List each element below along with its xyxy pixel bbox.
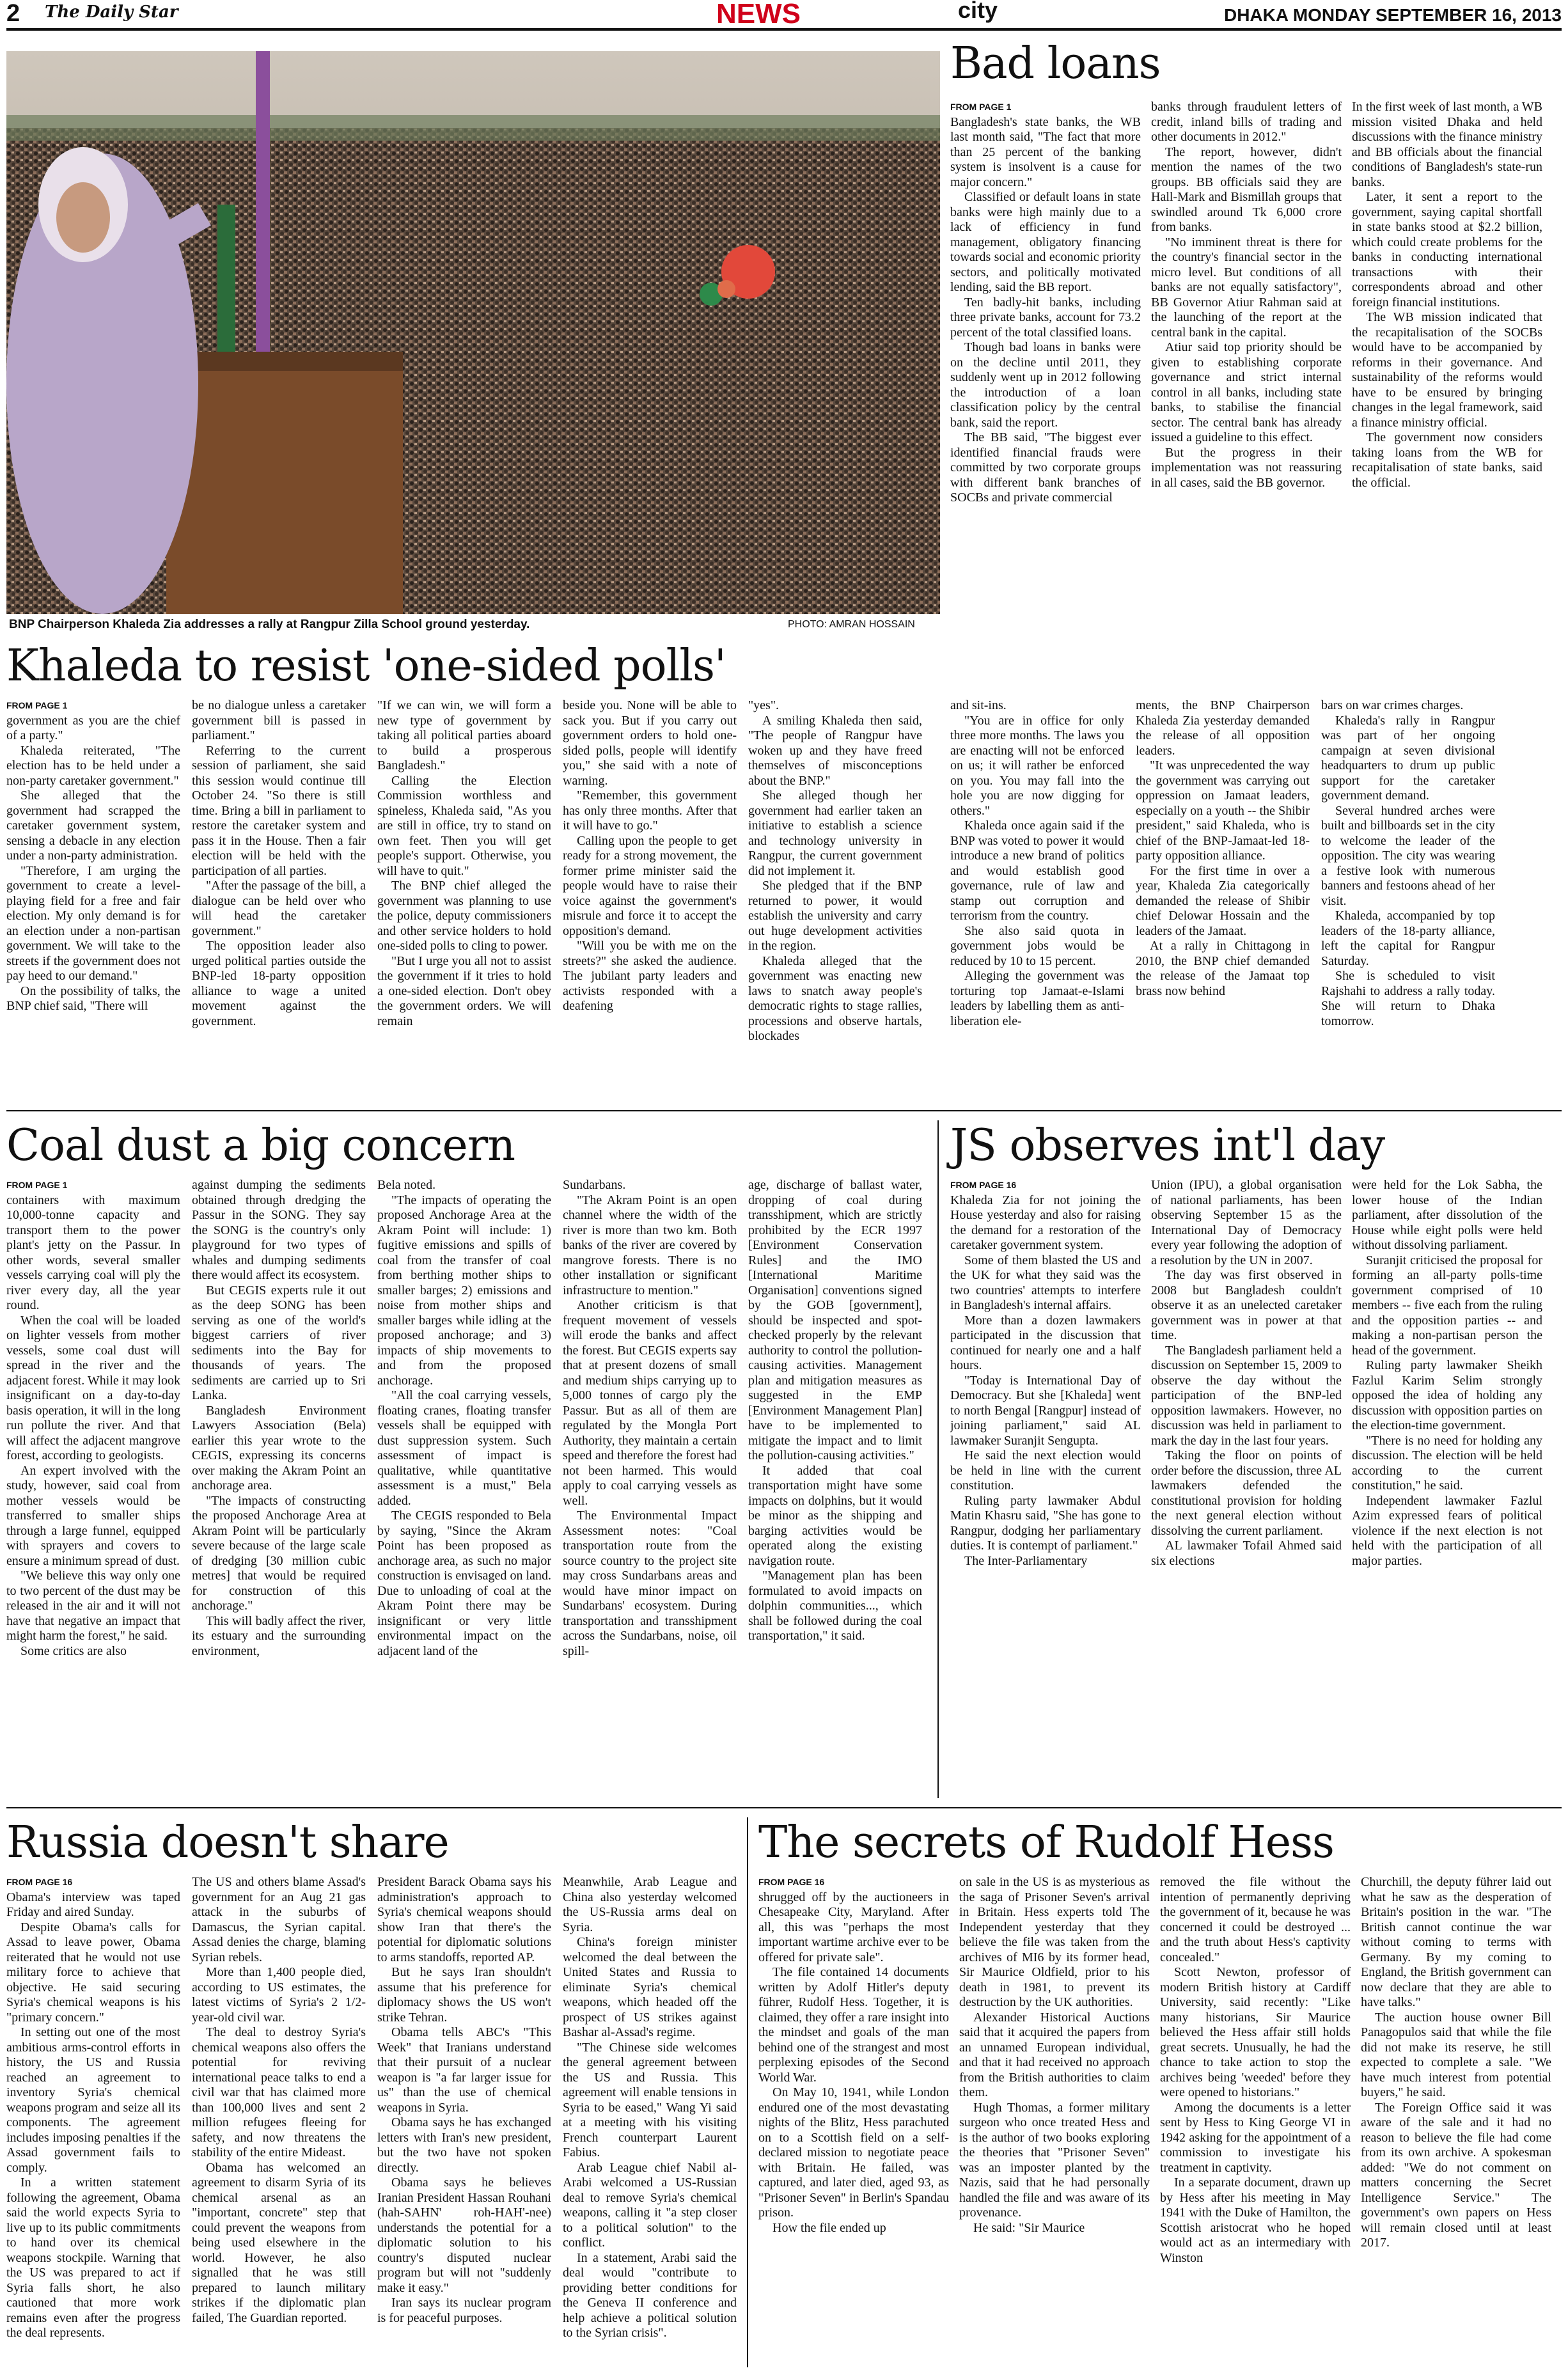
paragraph: against dumping the sediments obtained through dredging the Passur in the SONG. They say the SONG is the country's only playground for two types of whales and dumping sediments there would affect its ecosystem. <box>192 1178 366 1282</box>
paragraph: Churchill, the deputy führer laid out what he saw as the desperation of Britain's position in the war. "The British cannot continue the war without coming to terms with Germany. By my coming to England, the British government can now declare that they are able to have talks." <box>1361 1875 1551 2009</box>
paragraph: "All the coal carrying vessels, floating cranes, floating transfer vessels shall be equipped with dust suppression system. Such assessment of impact is qualitative, while quantitative assessment is a must," Bela added. <box>377 1388 551 1508</box>
paragraph: For the first time in over a year, Khaleda Zia categorically demanded the release of Shibir chief Delowar Hossain and the leaders of the Jamaat. <box>1136 863 1310 938</box>
divider <box>937 1120 939 1798</box>
paragraph: Ruling party lawmaker Sheikh Fazlul Karim Selim strongly opposed the idea of holding any discussion with opposition parties on the election-time government. <box>1352 1358 1542 1432</box>
paragraph: containers with maximum 10,000-tonne capacity and transport them to the power plant's jetty on the Passur. In other words, several smaller vessels carrying coal will ply the river every day, all the year round. <box>6 1193 180 1312</box>
paragraph: Obama's interview was taped Friday and aired Sunday. <box>6 1890 180 1919</box>
paragraph: "We believe this way only one to two percent of the dust may be released in the air and it will not have that negative an impact that might harm the forest," he said. <box>6 1569 180 1643</box>
paragraph: The Foreign Office said it was aware of the sale and it had no reason to believe the file had come from its own archive. A spokesman added: "We do not comment on matters concerning the Secret Intelligence Service." The government's own papers on Hess will remain closed until at least 2017. <box>1361 2100 1551 2250</box>
paragraph: On the possibility of talks, the BNP chief said, "There will <box>6 984 180 1013</box>
paragraph: were held for the Lok Sabha, the lower house of the Indian parliament, after dissolution of the House while eight polls were held without dissolving parliament. <box>1352 1178 1542 1252</box>
paragraph: A smiling Khaleda then said, "The people of Rangpur have woken up and they have freed themselves of misconceptions about the BNP." <box>748 713 922 788</box>
paragraph: Obama says he has exchanged letters with Iran's new president, but the two have not spoken directly. <box>377 2115 551 2175</box>
paragraph: He said: "Sir Maurice <box>973 2220 1085 2235</box>
article-js-col-2 <box>1151 1178 1342 1797</box>
paragraph: Later, it sent a report to the government, saying capital shortfall in state banks stood at $2.2 billion, which could create problems for the banks in conducting international transactions with their correspondents abroad and other foreign financial institutions. <box>1352 190 1542 310</box>
divider <box>6 1807 1562 1808</box>
paragraph: Khaleda's rally in Rangpur was part of her ongoing campaign at seven divisional headquarters to drum up public support for the caretaker government demand. <box>1321 713 1495 803</box>
paragraph: This will badly affect the river, its estuary and the surrounding environment, <box>192 1613 366 1658</box>
paragraph: In setting out one of the most ambitious arms-control efforts in history, the US and Russia reached an agreement to inventory Syria's chemical weapons program and seize all its components. The agreement includes imposing penalties if the Assad government fails to comply. <box>6 2025 180 2175</box>
paragraph: Despite Obama's calls for Assad to leave power, Obama reiterated that he would not use military force to achieve that objective. He said securing Syria's chemical weapons is his "primary concern." <box>6 1920 180 2025</box>
paragraph: President Barack Obama says his administration's approach to Syria's chemical weapons should show Iran that there's the potential for diplomatic solutions to arms standoffs, reported AP. <box>377 1875 551 1964</box>
photo-credit: PHOTO: AMRAN HOSSAIN <box>788 619 915 630</box>
divider <box>6 1110 1562 1111</box>
article-khaleda-col-8 <box>1321 698 1495 1100</box>
paragraph: Several hundred arches were built and billboards set in the city to welcome the leader of the opposition. The city was wearing a festive look with numerous banners and festoons ahead of her visit. <box>1321 803 1495 908</box>
paragraph: "Therefore, I am urging the government to create a level-playing field for a free and fair election. My only demand is for an election under a non-partisan government. We will take to the streets if the government does not pay heed to our demand." <box>6 863 180 983</box>
paragraph: "yes". <box>748 698 779 712</box>
paragraph: In a statement, Arabi said the deal would "contribute to providing better conditions for the Geneva II conference and help achieve a political solution to the Syrian crisis". <box>563 2250 737 2340</box>
paragraph: age, discharge of ballast water, dropping of coal during transshipment, which are strictly prohibited by the ECR 1997 [Environment Conservation Rules] and the IMO [International Maritime Organisation] conventions signed by the GOB [government], should be inspected and spot-checked properly by the relevant authority to control the pollution-causing activities. Management plan and mitigation measures as suggested in the EMP [Environment Management Plan] have to be implemented to mitigate the impact and to limit the pollution-causing activities." <box>748 1178 922 1462</box>
paragraph: Atiur said top priority should be given to establishing corporate governance and strict internal control in all banks, including state banks, to stabilise the financial sector. The central bank has already issued a guideline to this effect. <box>1151 340 1342 444</box>
paragraph: "The Akram Point is an open channel where the width of the river is more than two km. Both banks of the river are covered by mangrove forests. There is no other installation or significant infrastructure to mention." <box>563 1193 737 1297</box>
paragraph: "Today is International Day of Democracy. But she [Khaleda] went to north Bengal [Rangpur] instead of joining parliament," said AL lawmaker Suranjit Sengupta. <box>950 1373 1141 1448</box>
article-bad-loans-col-3 <box>1352 100 1542 637</box>
paragraph: The Bangladesh parliament held a discussion on September 15, 2009 to observe the day without the participation of the BNP-led opposition lawmakers. However, no discussion was held in parliament to mark the day in the last four years. <box>1151 1343 1342 1448</box>
article-js-col-1 <box>950 1178 1141 1797</box>
paragraph: Another criticism is that frequent movement of vessels will erode the banks and affect the forest. But CEGIS experts say that at present dozens of small and medium ships carrying up to 5,000 tonnes of cargo ply the Passur. But as all of them are regulated by the Mongla Port Authority, they maintain a certain speed and therefore the forest had not been harmed. This would apply to coal carrying vessels as well. <box>563 1298 737 1508</box>
paragraph: Obama says he believes Iranian President Hassan Rouhani (hah-SAHN' roh-HAH'-nee) understands the potential for a diplomatic solution to his country's disputed nuclear program but will not "suddenly make it easy." <box>377 2175 551 2295</box>
paragraph: ments, the BNP Chairperson Khaleda Zia yesterday demanded the release of all opposition leaders. <box>1136 698 1310 758</box>
paragraph: banks through fraudulent letters of credit, inland bills of trading and other documents in 2012." <box>1151 100 1342 144</box>
paragraph: bars on war crimes charges. <box>1321 698 1464 712</box>
article-coal-col-1 <box>6 1178 180 1797</box>
article-russia-col-2 <box>192 1875 366 2367</box>
paragraph: "Will you be with me on the streets?" she asked the audience. The jubilant party leaders and activists responded with a deafening <box>563 939 737 1013</box>
section-label: NEWS <box>716 0 801 29</box>
paragraph: AL lawmaker Tofail Ahmed said six elections <box>1151 1539 1342 1568</box>
paragraph: Scott Newton, professor of modern British history at Cardiff University, said recently: "Like many historians, Sir Maurice believed the Hess affair still holds great secrets. Unusually, he had the chance to take action to stop the archives being 'weeded' before they were opened to historians." <box>1160 1965 1351 2099</box>
article-khaleda-col-2 <box>192 698 366 1100</box>
paragraph: It added that coal transportation might have some impacts on dolphins, but it would be minor as the shipping and barging activities would be operated along the existing navigation route. <box>748 1463 922 1568</box>
article-khaleda-col-4 <box>563 698 737 1100</box>
paragraph: She alleged though her government had earlier taken an initiative to establish a science and technology university in Rangpur, the current government did not implement it. <box>748 788 922 878</box>
paragraph: removed the file without the intention of permanently depriving the government of it, because he was concerned it could be destroyed ... and the truth about Hess's captivity concealed." <box>1160 1875 1351 1964</box>
paragraph: China's foreign minister welcomed the deal between the United States and Russia to eliminate Syria's chemical weapons, which headed off the prospect of US strikes against Bashar al-Assad's regime. <box>563 1935 737 2039</box>
paragraph: Khaleda, accompanied by top leaders of the 18-party alliance, left the capital for Rangpur Saturday. <box>1321 909 1495 968</box>
paragraph: On May 10, 1941, while London endured one of the most devastating nights of the Blitz, Hess parachuted on to a Scottish field on a self-declared mission to negotiate peace with Britain. He failed, was captured, and later died, aged 93, as "Prisoner Seven" in Berlin's Spandau prison. <box>758 2085 949 2220</box>
paragraph: beside you. None will be able to sack you. But if you carry out government orders to hold one-sided polls, people will identify you," she said with a note of warning. <box>563 698 737 788</box>
paragraph: "If we can win, we will form a new type of government by taking all political parties aboard to build a prosperous Bangladesh." <box>377 698 551 772</box>
masthead <box>6 0 1562 31</box>
paragraph: "You are in office for only three more months. The laws you are enacting will not be enforced on us; it will rather be enforced on you. You may fall into the hole you are now digging for others." <box>950 713 1124 818</box>
paragraph: Ten badly-hit banks, including three private banks, account for 73.2 percent of the total classified loans. <box>950 295 1141 340</box>
paragraph: The auction house owner Bill Panagopulos said that while the file did not make its reserve, he still expected to complete a sale. "We have much interest from potential buyers," he said. <box>1361 2010 1551 2099</box>
paragraph: She pledged that if the BNP returned to power, it would establish the university and carry out huge development activities in the region. <box>748 879 922 953</box>
subsection-label: city <box>958 0 998 23</box>
paragraph: Bangladesh's state banks, the WB last month said, "The fact that more than 25 percent of the banking system is insolvent is a cause for major concern." <box>950 114 1141 189</box>
paragraph: The WB mission indicated that the recapitalisation of the SOCBs would have to be accompanied by reforms in their governance. And sustainability of the reforms would have to be ensured by bringing changes in the legal framework, said a finance ministry official. <box>1352 310 1542 430</box>
paragraph: "The impacts of constructing the proposed Anchorage Area at Akram Point will be particularly severe because of the large scale of dredging [30 million cubic metres] that would be required for construction of this anchorage." <box>192 1493 366 1613</box>
divider <box>747 1817 748 2367</box>
paragraph: government as you are the chief of a party." <box>6 713 180 742</box>
paragraph: But the progress in their implementation was not reassuring in all cases, said the BB governor. <box>1151 445 1342 490</box>
paragraph: The report, however, didn't mention the names of the two groups. BB officials said they are Hall-Mark and Bismillah groups that swindled around Tk 6,000 crore from banks. <box>1151 145 1342 234</box>
paragraph: "There is no need for holding any discussion. The election will be held according to the current constitution," he said. <box>1352 1433 1542 1493</box>
headline-khaleda: Khaleda to resist 'one-sided polls' <box>6 641 726 691</box>
paragraph: Meanwhile, Arab League and China also yesterday welcomed the US-Russia arms deal on Syria. <box>563 1875 737 1934</box>
paragraph: Taking the floor on points of order before the discussion, three AL lawmakers defended the constitutional provision for holding the next general election without dissolving the current parliament. <box>1151 1448 1342 1538</box>
rally-photo <box>6 51 940 614</box>
paragraph: "But I urge you all not to assist the government if it tries to hold a one-sided election. Don't obey the government orders. We will remain <box>377 953 551 1028</box>
paragraph: Ruling party lawmaker Abdul Matin Khasru said, "She has gone to Rangpur, dodging her parliamentary duties. It is contempt of parliament." <box>950 1493 1141 1553</box>
paragraph: The day was first observed in 2008 but Bangladesh couldn't observe it as an unelected caretaker government was in power at that time. <box>1151 1268 1342 1342</box>
paragraph: "The Chinese side welcomes the general agreement between the US and Russia. This agreement will enable tensions in Syria to be eased," Wang Yi said at a meeting with his visiting French counterpart Laurent Fabius. <box>563 2040 737 2159</box>
paragraph: Khaleda alleged that the government was enacting new laws to snatch away people's democratic rights to stage rallies, processions and observe hartals, blockades <box>748 953 922 1043</box>
paragraph: The Environmental Impact Assessment notes: "Coal transportation route from the source country to the project site may cross Sundarbans areas and would have minor impact on Sundarbans' ecosystem. During transportation and transshipment across the Sundarbans, noise, oil spill- <box>563 1509 737 1658</box>
paragraph: Sundarbans. <box>563 1178 626 1192</box>
paragraph: on sale in the US is as mysterious as the saga of Prisoner Seven's arrival in Britain. Hess experts told The Independent yesterday that they believe the file was taken from the archives of MI6 by its former head, Sir Maurice Oldfield, prior to his death in 1981, to prevent its destruction by the UK authorities. <box>959 1875 1150 2009</box>
paragraph: When the coal will be loaded on lighter vessels from mother vessels, some coal dust will spread in the river and the adjacent forest. While it may look insignificant on a day-to-day basis operation, it will in the long run pollute the river. And that will affect the adjacent mangrove forest, according to geologists. <box>6 1313 180 1462</box>
paragraph: In a written statement following the agreement, Obama said the world expects Syria to live up to its public commitments to hand over its chemical weapons stockpile. Warning that the US was prepared to act if Syria falls short, he also cautioned that more work remains even after the progress the deal represents. <box>6 2175 180 2340</box>
page-number: 2 <box>6 0 20 27</box>
paragraph: Classified or default loans in state banks were high mainly due to a lack of efficiency in fund management, obligatory financing towards social and economic priority sectors, and politically motivated lending, said the BB report. <box>950 190 1141 294</box>
headline-bad-loans: Bad loans <box>950 38 1161 89</box>
article-khaleda-col-7 <box>1136 698 1310 1100</box>
article-hess-col-1 <box>758 1875 949 2367</box>
article-khaleda-col-5 <box>748 698 922 1100</box>
article-coal-col-4 <box>563 1178 737 1797</box>
paragraph: Calling upon the people to get ready for a strong movement, the former prime minister said the people would have to raise their voice against the government's misrule and force it to accept the opposition's demand. <box>563 833 737 938</box>
from-page-label: FROM PAGE 16 <box>950 1180 1017 1190</box>
paragraph: "Management plan has been formulated to avoid impacts on dolphin communities..., which shall be followed during the coal transportation," it said. <box>748 1569 922 1643</box>
paragraph: "The impacts of operating the proposed Anchorage Area at the Akram Point will include: 1) fugitive emissions and spills of coal from the transfer of coal from berthing mother ships to smaller barges; 2) emissions and noise from mother ships and smaller barges while idling at the proposed anchorage; and 3) impacts of ship movements to and from the proposed anchorage. <box>377 1193 551 1388</box>
paragraph: She alleged that the government had scrapped the caretaker government system, sensing a debacle in any election under a non-party administration. <box>6 788 180 863</box>
paragraph: Khaleda Zia for not joining the House yesterday and also for raising the demand for a restoration of the caretaker government system. <box>950 1193 1141 1252</box>
from-page-label: FROM PAGE 1 <box>6 1180 68 1190</box>
paragraph: The BNP chief alleged the government was planning to use the police, deputy commissioners and other service holders to hold one-sided polls to cling to power. <box>377 879 551 953</box>
paragraph: But he says Iran shouldn't assume that his preference for diplomacy shows the US won't strike Tehran. <box>377 1965 551 2025</box>
headline-hess: The secrets of Rudolf Hess <box>758 1817 1334 1868</box>
paragraph: Obama has welcomed an agreement to disarm Syria of its chemical arsenal as an "important, concrete" step that could prevent the weapons from being used elsewhere in the world. However, he also signalled that he was still prepared to launch military strikes if the diplomatic plan failed, The Guardian reported. <box>192 2160 366 2325</box>
from-page-label: FROM PAGE 1 <box>950 102 1012 112</box>
paragraph: Obama tells ABC's "This Week" that Iranians understand that their pursuit of a nuclear weapon is "a far larger issue for us" than the use of chemical weapons in Syria. <box>377 2025 551 2115</box>
paragraph: Iran says its nuclear program is for peaceful purposes. <box>377 2296 551 2325</box>
paragraph: More than a dozen lawmakers participated in the discussion that continued for nearly one and a half hours. <box>950 1313 1141 1372</box>
paragraph: The opposition leader also urged political parties outside the BNP-led 18-party opposition alliance to wage a united movement against the government. <box>192 939 366 1028</box>
article-coal-col-5 <box>748 1178 922 1797</box>
paragraph: She also said quota in government jobs would be reduced by 10 to 15 percent. <box>950 923 1124 968</box>
paragraph: The US and others blame Assad's government for an Aug 21 gas attack in the suburbs of Damascus, the Syrian capital. Assad denies the charge, blaming Syrian rebels. <box>192 1875 366 1964</box>
paragraph: Some critics are also <box>20 1643 127 1658</box>
paragraph: Khaleda reiterated, "The election has to be held under a non-party caretaker government." <box>6 743 180 788</box>
paragraph: An expert involved with the study, however, said coal from mother vessels would be transferred to smaller ships through a large funnel, equipped with sprayers and covers to ensure a minimum spread of dust. <box>6 1463 180 1568</box>
paragraph: Among the documents is a letter sent by Hess to King George VI in 1942 asking for the appointment of a commission to investigate his treatment in captivity. <box>1160 2100 1351 2175</box>
paragraph: How the file ended up <box>772 2220 886 2235</box>
paragraph: The Inter-Parliamentary <box>964 1553 1088 1568</box>
article-js-col-3 <box>1352 1178 1542 1797</box>
headline-js: JS observes int'l day <box>950 1120 1385 1171</box>
paragraph: She is scheduled to visit Rajshahi to address a rally today. She will return to Dhaka tomorrow. <box>1321 969 1495 1028</box>
article-bad-loans-col-2 <box>1151 100 1342 637</box>
paragraph: shrugged off by the auctioneers in Chesapeake City, Maryland. After all, this was "perhaps the most important wartime archive ever to be offered for private sale". <box>758 1890 949 1964</box>
article-hess-col-3 <box>1160 1875 1351 2367</box>
paragraph: Independent lawmaker Fazlul Azim expressed fears of political violence if the next election is not held with the participation of all major parties. <box>1352 1493 1542 1568</box>
paragraph: Hugh Thomas, a former military surgeon who once treated Hess and is the author of two books exploring the theories that "Prisoner Seven" was an imposter planted by the Nazis, said that he had personally handled the file and was aware of its provenance. <box>959 2100 1150 2220</box>
paragraph: Bangladesh Environment Lawyers Association (Bela) earlier this year wrote to the CEGIS, expressing its concerns over making the Akram Point an anchorage area. <box>192 1403 366 1493</box>
article-coal-col-3 <box>377 1178 551 1797</box>
article-coal-col-2 <box>192 1178 366 1797</box>
dateline: DHAKA MONDAY SEPTEMBER 16, 2013 <box>1223 5 1562 25</box>
newspaper-logo: The Daily Star <box>45 3 178 22</box>
from-page-label: FROM PAGE 1 <box>6 700 68 710</box>
article-hess-col-2 <box>959 1875 1150 2367</box>
headline-coal: Coal dust a big concern <box>6 1120 515 1171</box>
paragraph: Some of them blasted the US and the UK for what they said was the two countries' attempts to interfere in Bangladesh's internal affairs. <box>950 1253 1141 1312</box>
paragraph: "After the passage of the bill, a dialogue can be held over who will head the caretaker government." <box>192 879 366 938</box>
paragraph: Bela noted. <box>377 1178 436 1192</box>
article-russia-col-1 <box>6 1875 180 2367</box>
paragraph: In a separate document, drawn up by Hess after his meeting in May 1941 with the Duke of Hamilton, the Scottish aristocrat who he hoped would act as an intermediary with Winston <box>1160 2175 1351 2265</box>
article-khaleda-col-1 <box>6 698 180 1100</box>
paragraph: Union (IPU), a global organisation of national parliaments, has been observing September 15 as the International Day of Democracy every year following the adoption of a resolution by the UN in 2007. <box>1151 1178 1342 1267</box>
paragraph: In the first week of last month, a WB mission visited Dhaka and held discussions with the finance ministry and BB officials about the financial conditions of Bangladesh's state-run banks. <box>1352 100 1542 189</box>
paragraph: Alexander Historical Auctions said that it acquired the papers from an unnamed European individual, and that it had received no approach from the British authorities to claim them. <box>959 2010 1150 2099</box>
paragraph: The BB said, "The biggest ever identified financial frauds were committed by two corporate groups with different bank branches of SOCBs and private commercial <box>950 430 1141 505</box>
from-page-label: FROM PAGE 16 <box>758 1877 825 1887</box>
paragraph: The government now considers taking loans from the WB for recapitalisation of state banks, said the official. <box>1352 430 1542 490</box>
paragraph: "No imminent threat is there for the country's financial sector in the micro level. But conditions of all banks are not equally satisfactory", BB Governor Atiur Rahman said at the launching of the report at the central bank in the capital. <box>1151 235 1342 340</box>
paragraph: Suranjit criticised the proposal for forming an all-party polls-time government comprised of 10 members -- five each from the ruling and the opposition parties -- and making a non-partisan person the head of the government. <box>1352 1253 1542 1358</box>
article-russia-col-4 <box>563 1875 737 2367</box>
paragraph: "Remember, this government has only three months. After that it will have to go." <box>563 788 737 833</box>
paragraph: He said the next election would be held in line with the current constitution. <box>950 1448 1141 1493</box>
paragraph: Calling the Election Commission worthless and spineless, Khaleda said, "As you are still in office, try to stand on own feet. Then you will get people's support. Otherwise, you will have to quit." <box>377 773 551 878</box>
paragraph: Referring to the current session of parliament, she said this session would continue till October 24. "So there is still time. Bring a bill in parliament to restore the caretaker system and pass it in the House. Then a fair election will be held with the participation of all parties. <box>192 743 366 878</box>
article-bad-loans-col-1 <box>950 100 1141 637</box>
paragraph: Alleging the government was torturing top Jamaat-e-Islami leaders by labelling them as anti-liberation ele- <box>950 969 1124 1028</box>
article-russia-col-3 <box>377 1875 551 2367</box>
paragraph: Though bad loans in banks were on the decline until 2011, they suddenly went up in 2012 following the introduction of a loan classification policy by the central bank, said the report. <box>950 340 1141 430</box>
paragraph: "It was unprecedented the way the government was carrying out oppression on Jamaat leaders, especially on a youth -- the Shibir president," said Khaleda, who is chief of the BNP-Jamaat-led 18-party opposition alliance. <box>1136 758 1310 863</box>
article-khaleda-col-3 <box>377 698 551 1100</box>
article-khaleda-col-6 <box>950 698 1124 1100</box>
paragraph: The CEGIS responded to Bela by saying, "Since the Akram Point has been proposed as anchorage area, as such no major construction is envisaged on land. Due to unloading of coal at the Akram Point there may be insignificant or very little environmental impact on the adjacent land of the <box>377 1509 551 1658</box>
paragraph: be no dialogue unless a caretaker government bill is passed in parliament." <box>192 698 366 742</box>
photo-caption: BNP Chairperson Khaleda Zia addresses a rally at Rangpur Zilla School ground yesterday. <box>9 618 530 631</box>
rally-photo-image <box>6 51 940 614</box>
paragraph: The deal to destroy Syria's chemical weapons also offers the potential for reviving international peace talks to end a civil war that has claimed more than 100,000 lives and sent 2 million refugees fleeing for safety, and now threatens the stability of the entire Mideast. <box>192 2025 366 2159</box>
paragraph: Khaleda once again said if the BNP was voted to power it would introduce a new brand of politics and would establish good governance, rule of law and stamp out corruption and terrorism from the country. <box>950 819 1124 923</box>
from-page-label: FROM PAGE 16 <box>6 1877 73 1887</box>
headline-russia: Russia doesn't share <box>6 1817 449 1868</box>
paragraph: The file contained 14 documents written by Adolf Hitler's deputy führer, Rudolf Hess. Together, it is claimed, they offer a rare insight into the mindset and goals of the man behind one of the strangest and most perplexing episodes of the Second World War. <box>758 1965 949 2085</box>
paragraph: and sit-ins. <box>950 698 1007 712</box>
paragraph: Arab League chief Nabil al-Arabi welcomed a US-Russian deal to remove Syria's chemical weapons, calling it "a step closer to a political solution" to the conflict. <box>563 2160 737 2250</box>
paragraph: But CEGIS experts rule it out as the deep SONG has been serving as one of the world's biggest carriers of river sediments into the Bay for thousands of years. The sediments are carried up to Sri Lanka. <box>192 1283 366 1402</box>
paragraph: More than 1,400 people died, according to US estimates, the latest victims of Syria's 2 1/2-year-old civil war. <box>192 1965 366 2025</box>
article-hess-col-4 <box>1361 1875 1551 2367</box>
paragraph: At a rally in Chittagong in 2010, the BNP chief demanded the release of the Jamaat top brass now behind <box>1136 939 1310 998</box>
